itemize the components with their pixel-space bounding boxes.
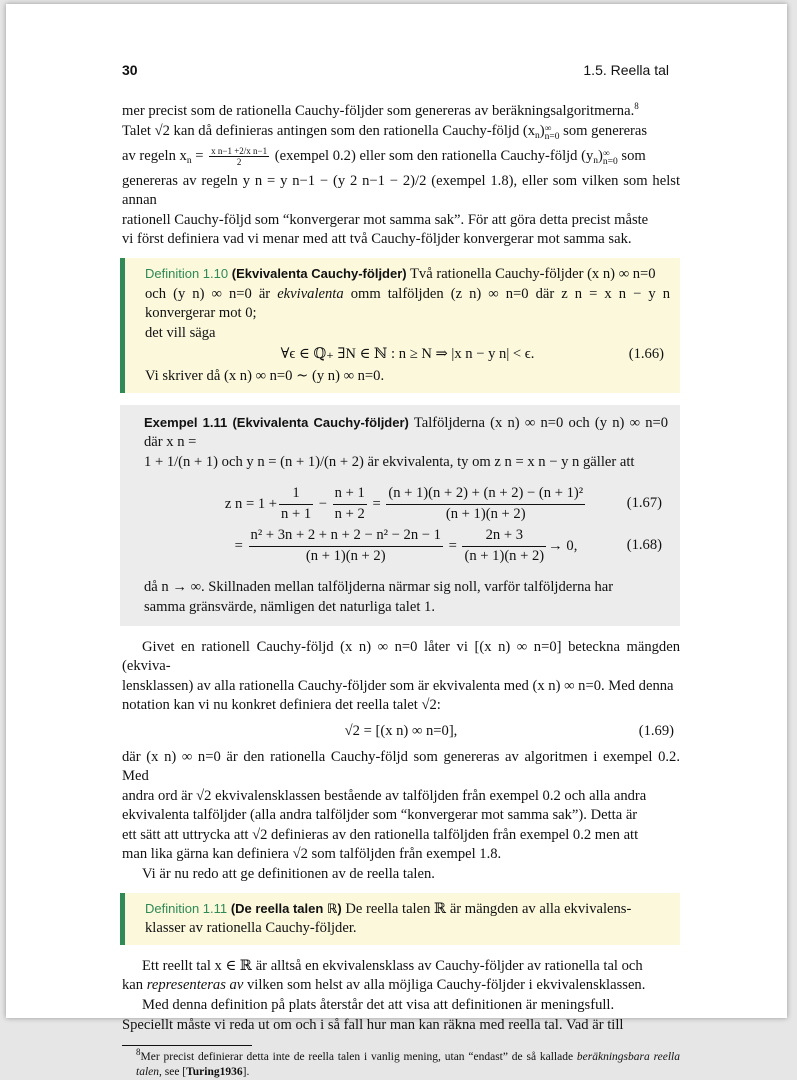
footnote-divider [122, 1045, 252, 1046]
equation-1-69: √2 = [(x n) ∞ n=0], (1.69) [122, 722, 680, 742]
page-number: 30 [122, 62, 138, 78]
citation-link[interactable]: Turing1936 [186, 1066, 243, 1079]
definition-label: Definition 1.11 [145, 900, 228, 916]
example-label: Exempel 1.11 [144, 414, 228, 430]
text-line: rationell Cauchy-följd som “konvergerar mot samma sak”. För att göra detta precist måste [122, 211, 649, 228]
equation-block [144, 484, 668, 566]
paragraph-real-number: Ett reellt tal x ∈ ℝ är alltså en ekvivalensklass av Cauchy-följder av rationella tal och kan representeras av vilken som helst av alla möjliga Cauchy-följder i ekvivalensklassen. Med denna definition på plats återstår det att visa att definitionen är meningsfull. Speciellt måste vi reda ut om och i så fall hur man kan räkna med reella tal. Vad är till [122, 957, 646, 1033]
definition-name: (De reella talen ℝ) [230, 900, 342, 916]
definition-label: Definition 1.10 [145, 266, 229, 281]
equation-number: (1.66) [628, 346, 664, 363]
document-page [6, 4, 787, 1079]
equation-number: (1.67) [626, 495, 662, 512]
paragraph-sqrt2: där (x n) ∞ n=0 är den rationella Cauchy-följd som genereras av algoritmen i exempel 0.2. Med andra ord är √2 ekvivalensklassen bestående av talföljden från exempel 0.2 och alla andra ekvivalenta talföljder (alla andra talföljder som “konvergerar mot samma sak”). Detta är ett sätt att uttrycka att √2 definieras av den rationella talföljden från exempel 0.2 men att man lika gärna kan definiera √2 som talföljden från exempel 1.8. Vi är nu redo att ge definitionen av de reella talen. [122, 748, 680, 883]
equation-number: (1.69) [638, 722, 674, 739]
page-body [122, 102, 680, 1080]
equation-1-68: = $\frac{\text{n² + 3n + 2 + n + 2 − n² − 2n − 1}}{(n + 1)(n + 2)}$ = $\frac{2n + 3}{(n + 1)(n + 2)}$ → 0, (1.68) [234, 527, 662, 564]
text-line: Talet √2 kan då definieras antingen som den rationella Cauchy-följd (x [122, 122, 536, 139]
footnote-number: 8 [136, 1047, 141, 1058]
text-line: mer precist som de rationella Cauchy-följder som genereras av beräkningsalgoritmerna. [122, 103, 635, 119]
text-line: vi först definiera vad vi menar med att två Cauchy-följder konvergerar mot samma sak. [122, 231, 632, 248]
equation-1-66: ∀ϵ ∈ ℚ₊ ∃N ∈ ℕ : n ≥ N ⇒ |x n − y n| < ϵ. (1.66) [145, 345, 670, 365]
inline-fraction: $\frac{\text{x n−1 +2/x n−1}}{2}$ [211, 146, 268, 168]
section-title: 1.5. Reella tal [583, 62, 669, 78]
text-line: genereras av regeln y n = y n−1 − (y 2 n−1 − 2)/2 (exempel 1.8), eller som vilken som helst annan [122, 172, 680, 209]
equation-number: (1.68) [626, 537, 662, 554]
definition-box-1-10: Definition 1.10 (Ekvivalenta Cauchy-följder) Två rationella Cauchy-följder (x n) ∞ n=0 och (y n) ∞ n=0 är ekvivalenta omm talföljden (z n) ∞ n=0 där z n = x n − y n konvergerar mot 0; det vill säga ∀ϵ ∈ ℚ₊ ∃N ∈ ℕ : n ≥ N ⇒ |x n − y n| < ϵ. (1.66) Vi skriver då (x n) ∞ n=0 ∼ (y n) ∞ n=0. [120, 258, 680, 393]
example-name: (Ekvivalenta Cauchy-följder) [232, 414, 409, 430]
definition-box-1-11: Definition 1.11 (De reella talen ℝ) De reella talen ℝ är mängden av alla ekvivalens- klasser av rationella Cauchy-följder. [120, 893, 680, 945]
equation-1-67: z n = 1 + $\frac{1}{n + 1}$ − $\frac{n + 1}{n + 2}$ = $\frac{\text{(n + 1)(n + 2) + (n + 2) − (n + 1)²}}{(n + 1)(n + 2)}$ (1.67) [224, 485, 662, 522]
example-box-1-11: Exempel 1.11 (Ekvivalenta Cauchy-följder) Talföljderna (x n) ∞ n=0 och (y n) ∞ n=0 där x n = 1 + 1/(n + 1) och y n = (n + 1)/(n + 2) är ekvivalenta, ty om z n = x n − y n gäller att z n = 1 + $\frac{1}{n + 1}$ − $\frac{n + 1}{n + 2}$ = $\frac{\text{(n + 1)(n + 2) + (n + 2) − (n + 1)²}}{(n + 1)(n + 2)}$ (1.67) = $\frac{\text{n² + 3n + 2 + n + 2 − n² − 2n − 1}}{(n + 1)(n + 2)}$ = $\frac{2n + 3}{(n + 1)(n + 2)}$ → 0, (1.68) då n → ∞. Skillnaden mellan talföljderna närmar sig noll, varför talföljderna har samma gränsvärde, nämligen det naturliga talet 1. [120, 405, 680, 626]
paragraph-equivalence-class: Givet en rationell Cauchy-följd (x n) ∞ n=0 låter vi [(x n) ∞ n=0] beteckna mängden (ekviva- lensklassen) av alla rationella Cauchy-följder som är ekvivalenta med (x n) ∞ n=0. Med denna notation kan vi nu konkret definiera det reella talet √2: √2 = [(x n) ∞ n=0], (1.69) [122, 638, 680, 742]
running-header [122, 62, 669, 78]
footnote-mark[interactable]: 8 [634, 101, 639, 112]
definition-name: (Ekvivalenta Cauchy-följder) [231, 266, 407, 281]
paragraph-intro: mer precist som de rationella Cauchy-följder som genereras av beräkningsalgoritmerna.$^8$ Talet √2 kan då definieras antingen som den rationella Cauchy-följd $(x_n)\infty$ n=0 som genereras av regeln $x_n$ = $\frac{\text{x n−1 +2/x n−1}}{2}$ (exempel 0.2) eller som den rationella Cauchy-följd $(y_n)\infty$ n=0 som genereras av regeln y n = y n−1 − (y 2 n−1 − 2)/2 (exempel 1.8), eller som vilken som helst annan rationell Cauchy-följd som “konvergerar mot samma sak”. För att göra detta precist måste vi först definiera vad vi menar med att två Cauchy-följder konvergerar mot samma sak. [122, 102, 680, 250]
footnote: $^8$Mer precist definierar detta inte de reella talen i vanlig mening, utan “endast” de så kallade beräkningsbara reella talen, see [Turing1936]. [136, 1047, 680, 1079]
